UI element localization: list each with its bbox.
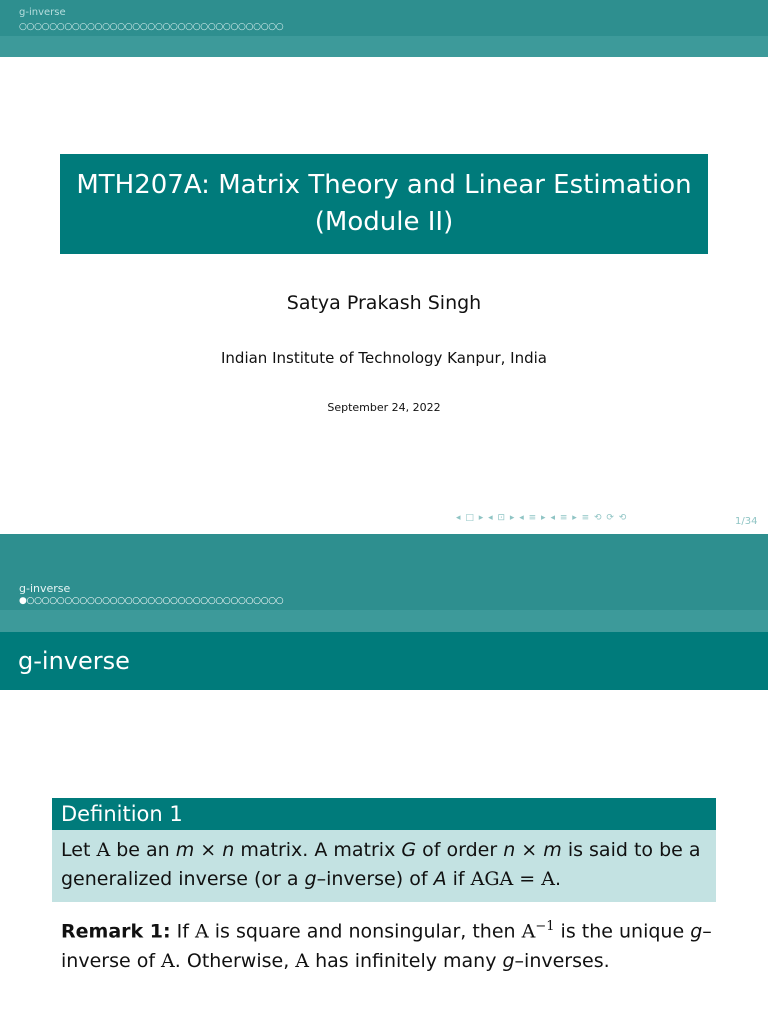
math-symbol: A [194,920,209,943]
section-title[interactable]: g-inverse [19,582,71,595]
math-equation: AGA = A [470,868,555,890]
math-superscript: −1 [535,919,555,934]
presentation-title-box [60,154,708,254]
remark-label: Remark 1: [61,920,171,943]
slide-header [0,0,768,36]
presentation-title: MTH207A: Matrix Theory and Linear Estimation [76,170,692,200]
header-top-band [0,534,768,582]
text: is said to be a generalized inverse (or a [61,839,701,890]
section-title[interactable]: g-inverse [19,7,66,18]
content-slide [0,534,768,1024]
text: –inverse) of [316,868,434,890]
text: . Otherwise, [174,950,296,973]
text: of order [416,839,504,861]
math-symbol: m [543,839,562,861]
text: If [170,920,195,943]
math-symbol: g [502,950,515,973]
text: Let [61,839,97,861]
math-symbol: g [304,868,317,890]
definition-block-header [52,798,716,830]
frame-title-bar [0,632,768,690]
text: . [554,868,561,890]
math-symbol: A [295,950,310,973]
beamer-navigation-symbols[interactable]: ◂ □ ▸ ◂ ⊡ ▸ ◂ ≡ ▸ ◂ ≡ ▸ ≡ ⟲ ⟳ ⟲ [456,513,628,523]
text: is square and nonsingular, then [208,920,522,943]
math-operator: × [515,839,544,861]
presentation-date: September 24, 2022 [327,401,441,414]
frame-title: g-inverse [18,647,130,675]
frame-navigation-dots[interactable]: ○○○○○○○○○○○○○○○○○○○○○○○○○○○○○○○○○○○ [19,22,284,32]
header-strip [0,36,768,57]
math-symbol: n [503,839,516,861]
presentation-subtitle: (Module II) [314,207,454,237]
math-symbol: A [161,950,175,973]
remark-paragraph [61,912,721,976]
text: has infinitely many [309,950,503,973]
text: –inverses. [514,950,610,973]
slide-header [0,582,768,610]
math-symbol: g [690,920,703,943]
header-strip [0,610,768,632]
author-name: Satya Prakash Singh [286,292,482,314]
math-symbol: m [175,839,195,861]
frame-navigation-dots[interactable]: ●○○○○○○○○○○○○○○○○○○○○○○○○○○○○○○○○○○ [19,596,284,606]
math-operator: × [194,839,223,861]
math-symbol: G [401,839,417,861]
math-symbol: A [521,920,536,943]
definition-title: Definition 1 [61,802,183,826]
math-symbol: n [222,839,235,861]
definition-block-body [52,830,716,902]
math-symbol: A [433,868,447,890]
text: be an [110,839,176,861]
math-symbol: A [96,839,111,861]
text: matrix. A matrix [234,839,402,861]
text: –inverse of [61,920,712,973]
page-number: 1/34 [735,516,758,527]
text: is the unique [554,920,691,943]
institute-name: Indian Institute of Technology Kanpur, India [221,349,547,367]
text: if [446,868,471,890]
